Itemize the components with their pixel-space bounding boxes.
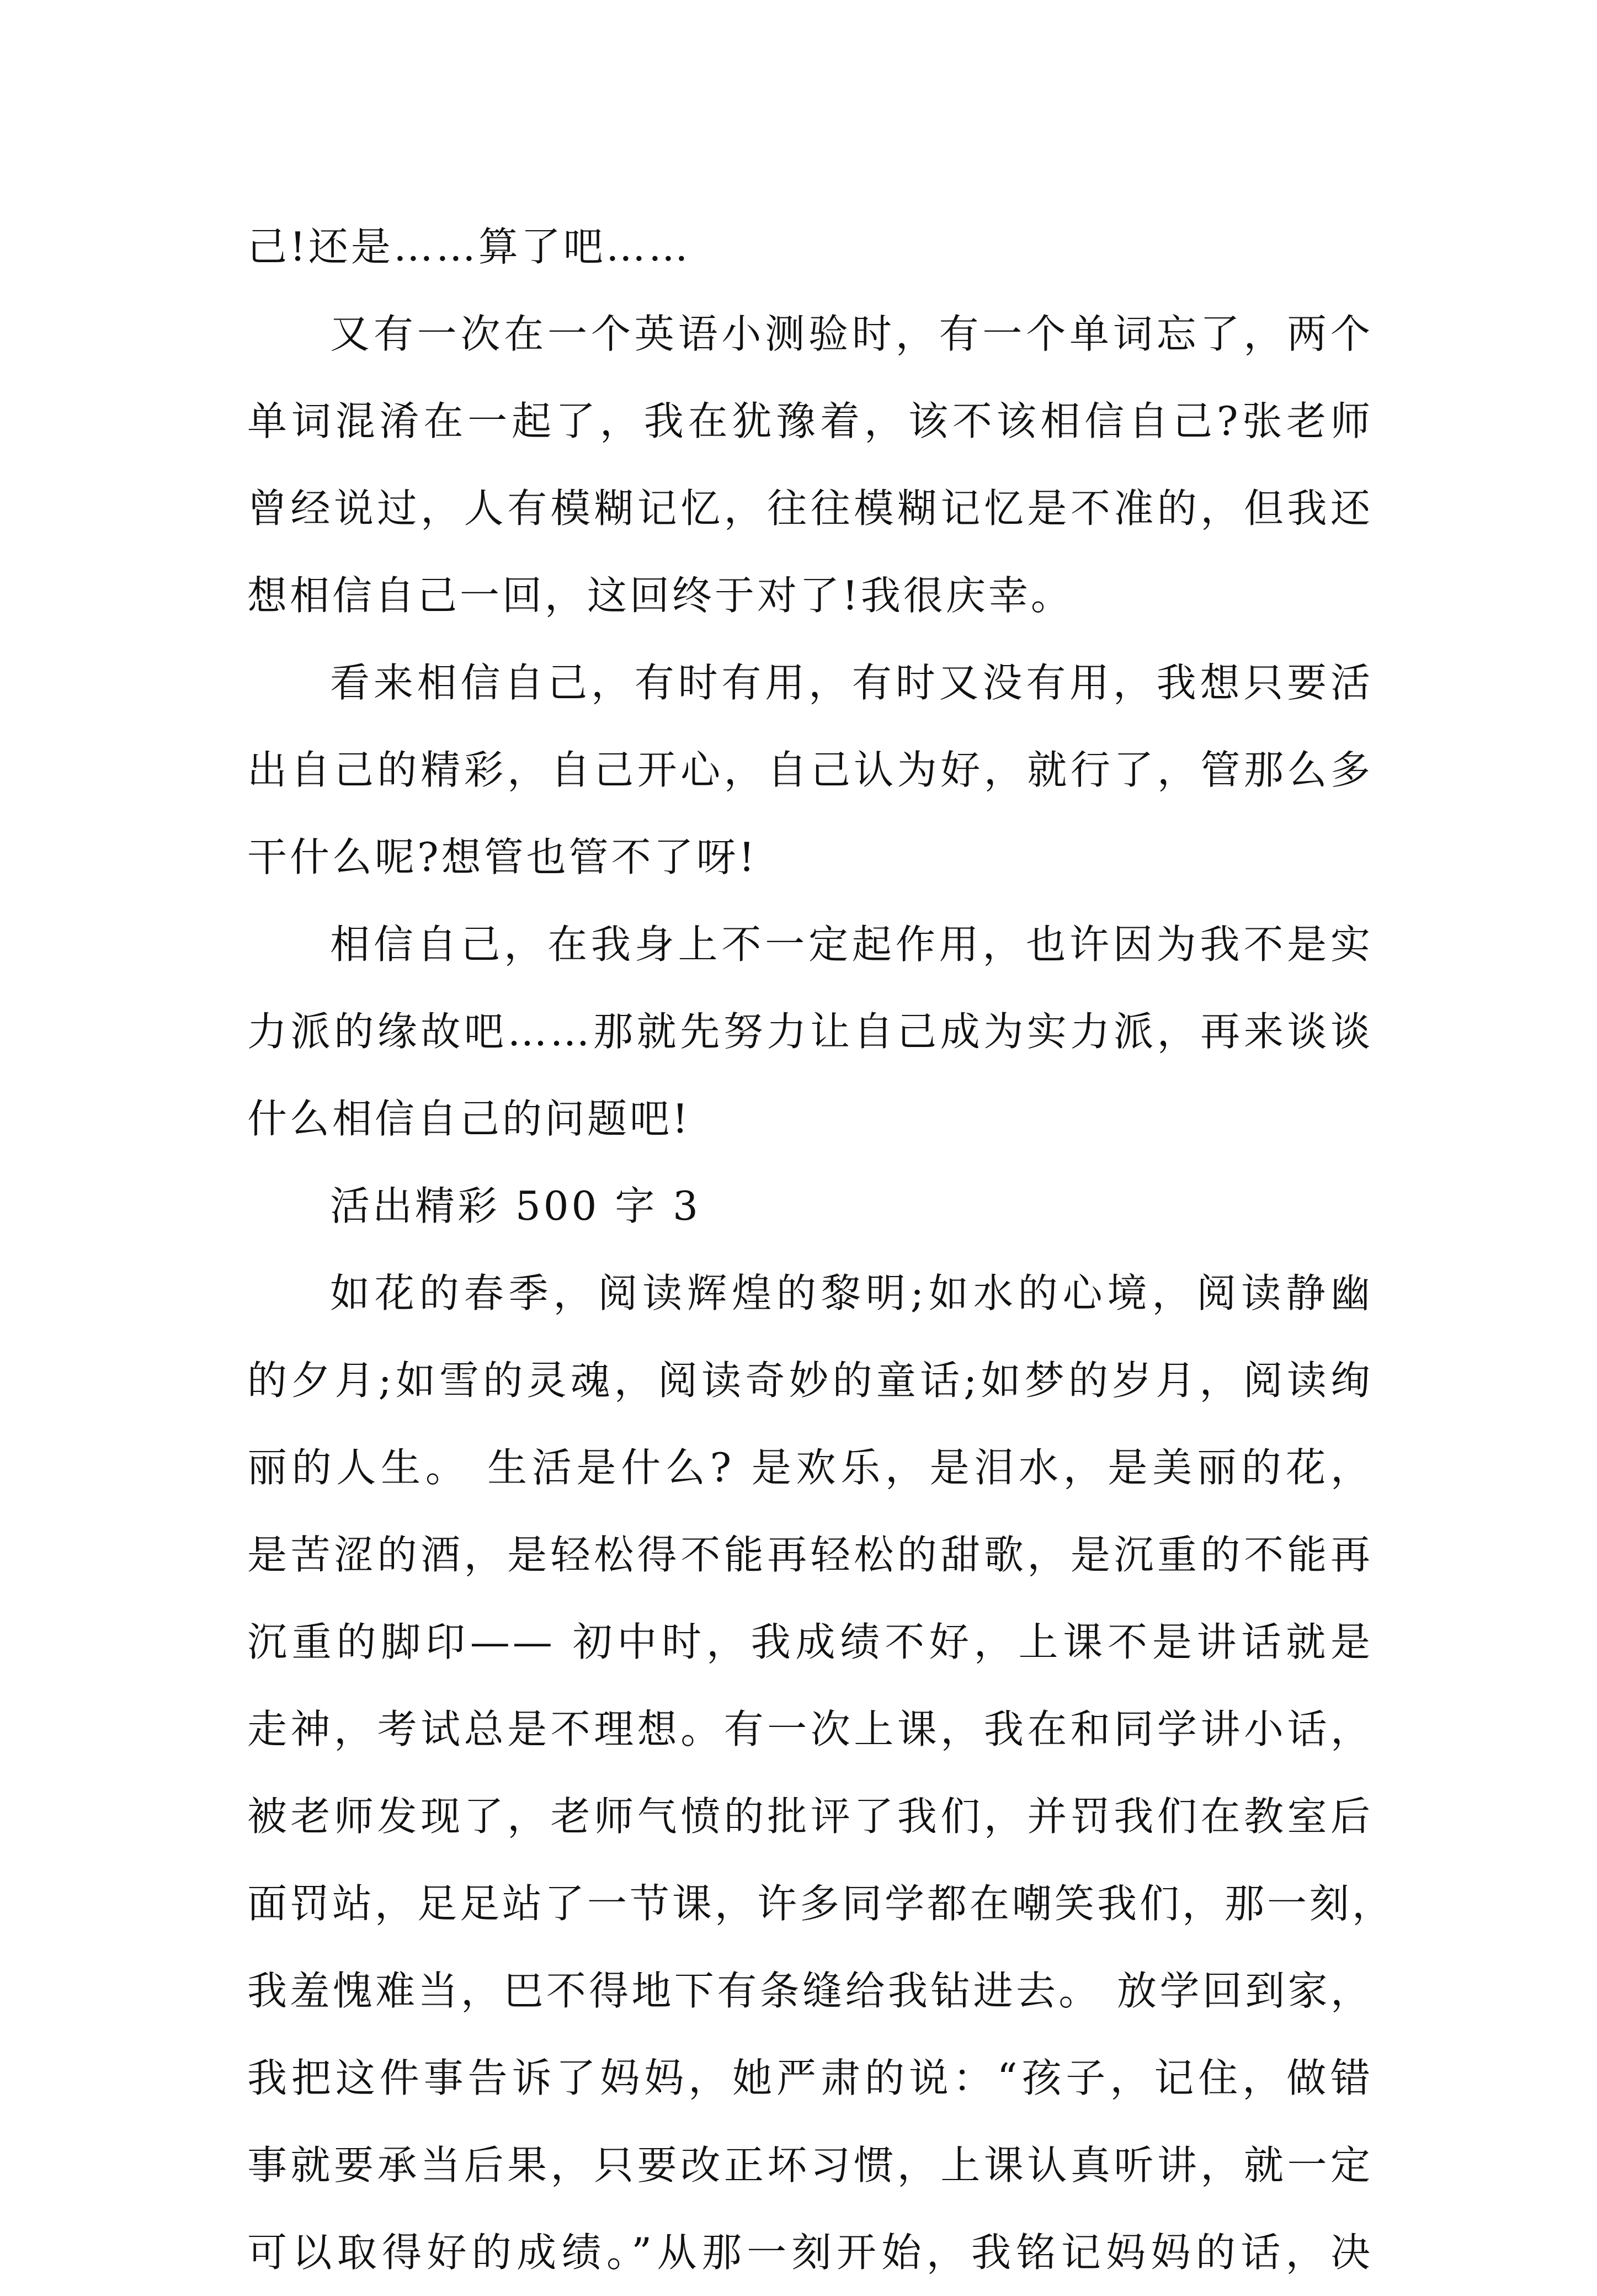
paragraph-2 <box>247 290 1373 639</box>
paragraph-3 <box>247 639 1373 901</box>
text-line: 出自己的精彩，自己开心，自己认为好，就行了，管那么多 <box>247 747 1373 793</box>
text-line: 是苦涩的酒，是轻松得不能再轻松的甜歌，是沉重的不能再 <box>247 1532 1373 1578</box>
text-line: 相信自己，在我身上不一定起作用，也许因为我不是实 <box>330 921 1373 968</box>
essay-paragraph <box>247 1250 1395 2296</box>
text-line: 如花的春季，阅读辉煌的黎明;如水的心境，阅读静幽 <box>330 1270 1373 1316</box>
text-line: 丽的人生。 生活是什么? 是欢乐，是泪水，是美丽的花， <box>247 1444 1373 1491</box>
text-line: 看来相信自己，有时有用，有时又没有用，我想只要活 <box>330 660 1373 706</box>
section-heading: 活出精彩 500 字 3 <box>330 1183 701 1229</box>
text-line: 我把这件事告诉了妈妈，她严肃的说：“孩子，记住，做错 <box>247 2055 1373 2101</box>
text-line: 又有一次在一个英语小测验时，有一个单词忘了，两个 <box>330 311 1373 357</box>
text-line: 我羞愧难当，巴不得地下有条缝给我钻进去。 放学回到家， <box>247 1968 1373 2014</box>
text-line: 什么相信自己的问题吧! <box>247 1096 691 1142</box>
paragraph-1 <box>247 203 1373 290</box>
text-line: 事就要承当后果，只要改正坏习惯，上课认真听讲，就一定 <box>247 2142 1373 2188</box>
document-body <box>247 203 1395 2296</box>
text-line: 己!还是……算了吧…… <box>247 224 691 270</box>
text-line: 的夕月;如雪的灵魂，阅读奇妙的童话;如梦的岁月，阅读绚 <box>247 1357 1373 1404</box>
text-line: 想相信自己一回，这回终于对了!我很庆幸。 <box>247 572 1073 619</box>
text-line: 沉重的脚印—— 初中时，我成绩不好，上课不是讲话就是 <box>247 1619 1373 1665</box>
text-line: 被老师发现了，老师气愤的批评了我们，并罚我们在教室后 <box>247 1793 1373 1840</box>
text-line: 力派的缘故吧……那就先努力让自己成为实力派，再来谈谈 <box>247 1008 1373 1055</box>
text-line: 面罚站，足足站了一节课，许多同学都在嘲笑我们，那一刻， <box>247 1880 1395 1927</box>
text-line: 走神，考试总是不理想。有一次上课，我在和同学讲小话， <box>247 1706 1373 1752</box>
text-line: 可以取得好的成绩。”从那一刻开始，我铭记妈妈的话，决 <box>247 2229 1373 2276</box>
text-line: 单词混淆在一起了，我在犹豫着，该不该相信自己?张老师 <box>247 398 1373 444</box>
paragraph-4 <box>247 901 1373 1162</box>
text-line: 曾经说过，人有模糊记忆，往往模糊记忆是不准的，但我还 <box>247 485 1373 532</box>
text-line: 干什么呢?想管也管不了呀! <box>247 834 758 880</box>
